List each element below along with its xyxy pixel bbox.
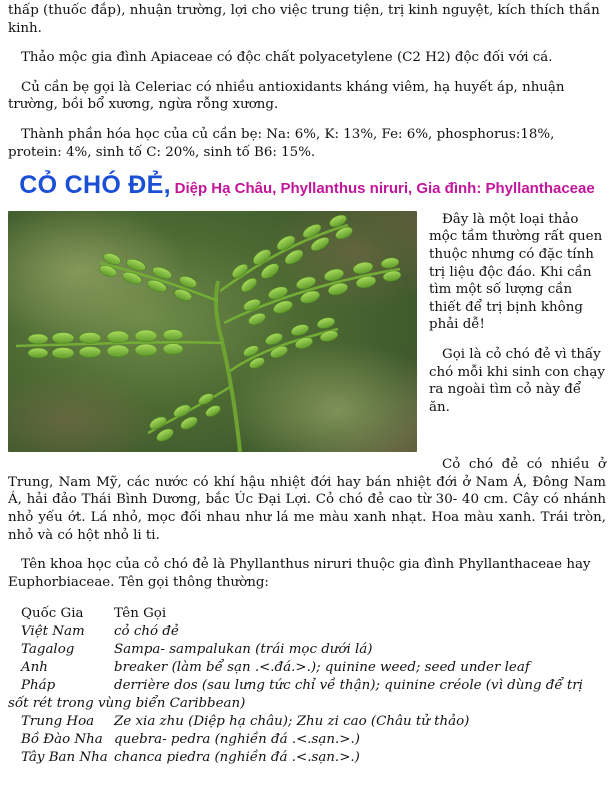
table-row <box>8 623 606 641</box>
names-header <box>8 605 606 623</box>
paragraph-celeriac: Củ cần bẹ gọi là Celeriac có nhiều antioxidants kháng viêm, hạ huyết áp, nhuận trường, bồi bổ xương, ngừa rỗng xương. <box>8 79 565 113</box>
row-country: Việt Nam <box>21 624 85 640</box>
paragraph-intro-3: Cỏ chó đẻ có nhiều ở Trung, Nam Mỹ, các nước có khí hậu nhiệt đới hay bán nhiệt đới ở Nam Á, Đông Nam Á, hải đảo Thái Bình Dương, bắc Úc Đại Lợi. Cỏ chó đẻ cao từ 30- 40 cm. Cây có nhánh nhỏ yếu ớt. Lá nhỏ, mọc đối nhau như lá me màu xanh nhạt. Hoa màu xanh. Trái tròn, nhỏ và có hột nhỏ li ti. <box>8 457 606 543</box>
row-country: Trung Hoa <box>21 713 95 729</box>
paragraph-intro-2: Gọi là cỏ chó đẻ vì thấy chó mỗi khi sinh con chạy ra ngoài tìm cỏ này để ăn. <box>429 346 605 415</box>
row-name: quebra- pedra (nghiền đá .<.sạn.>.) <box>114 731 360 747</box>
row-name: Sampa- sampalukan (trái mọc dưới lá) <box>114 642 373 658</box>
header-country: Quốc Gia <box>21 606 84 622</box>
table-row <box>8 677 606 713</box>
row-country: Tây Ban Nha <box>21 749 108 765</box>
header-name: Tên Gọi <box>114 606 167 622</box>
table-row <box>8 659 606 677</box>
document-page <box>8 2 606 767</box>
row-country: Pháp <box>21 678 56 694</box>
paragraph-scientific-name: Tên khoa học của cỏ chó đẻ là Phyllanthus niruri thuộc gia đình Phyllanthaceae hay Euphorbiaceae. Tên gọi thông thường: <box>8 557 591 590</box>
table-row <box>8 749 606 767</box>
paragraph-composition: Thành phần hóa học của củ cần bẹ: Na: 6%, K: 13%, Fe: 6%, phosphorus:18%, protein: 4%, sinh tố C: 20%, sinh tố B6: 15%. <box>8 126 555 160</box>
section-heading <box>8 171 606 200</box>
row-country: Anh <box>21 660 48 676</box>
row-name: Ze xia zhu (Diệp hạ châu); Zhu zi cao (Châu tử thảo) <box>114 713 470 729</box>
table-row <box>8 713 606 731</box>
paragraph-intro-1: Đây là một loại thảo mộc tầm thường rất quen thuộc nhưng có đặc tính trị liệu độc đáo. Khi cần tìm một số lượng cần thiết để trị bịnh không phải dễ! <box>429 211 603 333</box>
paragraph-apiaceae: Thảo mộc gia đình Apiaceae có độc chất polyacetylene (C2 H2) độc đối với cá. <box>21 50 553 66</box>
table-row <box>8 641 606 659</box>
paragraph-effects: thấp (thuốc đắp), nhuận trường, lợi cho việc trung tiện, trị kinh nguyệt, kích thích thần kinh. <box>8 3 600 36</box>
plant-photo <box>8 211 417 452</box>
common-names-table <box>8 605 606 766</box>
leaf-sprig-icon <box>8 211 417 452</box>
row-name: derrière dos (sau lưng tức chỉ về thận); quinine créole (vì dùng để trị sốt rét trong vùng biển Caribbean) <box>8 678 583 711</box>
heading-sub: Diệp Hạ Châu, Phyllanthus niruri, Gia đình: Phyllanthaceae <box>174 180 595 198</box>
heading-main: CỎ CHÓ ĐẺ, <box>19 171 171 200</box>
row-name: cỏ chó đẻ <box>114 624 179 640</box>
row-country: Bồ Đào Nha <box>21 731 103 747</box>
table-row <box>8 731 606 749</box>
row-country: Tagalog <box>21 642 75 658</box>
row-name: chanca piedra (nghiền đá .<.sạn.>.) <box>114 749 360 765</box>
row-name: breaker (làm bể sạn .<.đá.>.); quinine weed; seed under leaf <box>114 660 530 676</box>
